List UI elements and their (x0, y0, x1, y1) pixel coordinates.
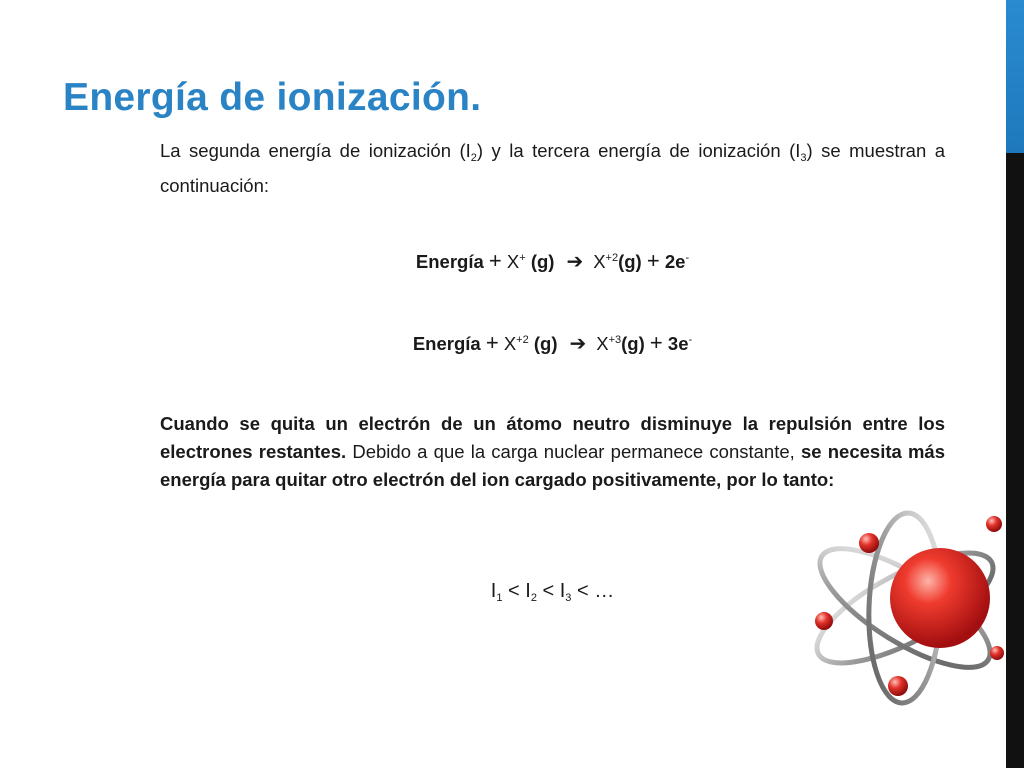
eq2-plus: + (485, 330, 499, 355)
eq2-product: X (596, 333, 609, 354)
ineq-s2: 2 (530, 592, 537, 604)
ineq-lt2: < (536, 580, 560, 602)
ineq-i3: I (559, 580, 566, 602)
eq1-reactant-charge: + (519, 252, 526, 264)
intro-text-1: La segunda energía de ionización (I (160, 140, 471, 161)
eq2-electrons: 3e (667, 333, 689, 354)
ineq-s1: 1 (496, 592, 503, 604)
equation-second-ionization (160, 248, 945, 274)
explanation-bold-1: Cuando se quita un electrón de un átomo neutro disminuye la repulsión entre los electrones restantes. (160, 413, 945, 462)
equation-third-ionization (160, 330, 945, 356)
eq2-product-charge: +3 (608, 334, 622, 346)
explanation-bold-2: se necesita más energía para quitar otro electrón del ion cargado positivamente, por lo tanto: (160, 441, 946, 490)
eq1-energy: Energía (415, 251, 484, 272)
eq2-reactant-charge: +2 (516, 334, 529, 346)
eq1-product-state: (g) (618, 251, 642, 272)
eq1-plus-2: + (646, 248, 660, 273)
subscript-3: 3 (800, 152, 807, 164)
eq1-electrons: 2e (664, 251, 686, 272)
explanation-normal: Debido a que la carga nuclear permanece constante, (346, 441, 801, 462)
eq2-reactant: X (503, 333, 517, 354)
reaction-arrow-icon: ➔ (569, 333, 587, 355)
explanation-paragraph (160, 410, 945, 494)
subscript-2: 2 (470, 152, 477, 164)
eq2-energy: Energía (412, 333, 481, 354)
eq2-reactant-state: (g) (533, 333, 558, 354)
atom-icon (800, 496, 1005, 721)
accent-bar-dark (1006, 153, 1024, 768)
ineq-i2: I (525, 580, 531, 602)
ineq-i1: I (490, 580, 497, 602)
intro-text-3: ) se muestran a continuación: (160, 140, 945, 196)
ionization-inequality (160, 580, 945, 604)
eq1-product-charge: +2 (605, 252, 619, 264)
eq1-reactant: X (506, 251, 520, 272)
eq1-reactant-state: (g) (530, 251, 555, 272)
accent-bar-blue (1006, 0, 1024, 153)
ineq-s3: 3 (565, 592, 572, 604)
eq1-product: X (593, 251, 606, 272)
slide-title: Energía de ionización. (63, 76, 482, 119)
eq1-electron-charge: - (685, 252, 690, 264)
intro-paragraph (160, 137, 945, 200)
eq2-plus-2: + (649, 330, 663, 355)
intro-text-2: ) y la tercera energía de ionización (I (476, 140, 801, 161)
ineq-lt1: < (502, 580, 526, 602)
eq1-plus: + (488, 248, 502, 273)
ineq-tail: < … (571, 580, 615, 602)
eq2-product-state: (g) (621, 333, 645, 354)
reaction-arrow-icon: ➔ (566, 251, 584, 273)
eq2-electron-charge: - (688, 334, 693, 346)
